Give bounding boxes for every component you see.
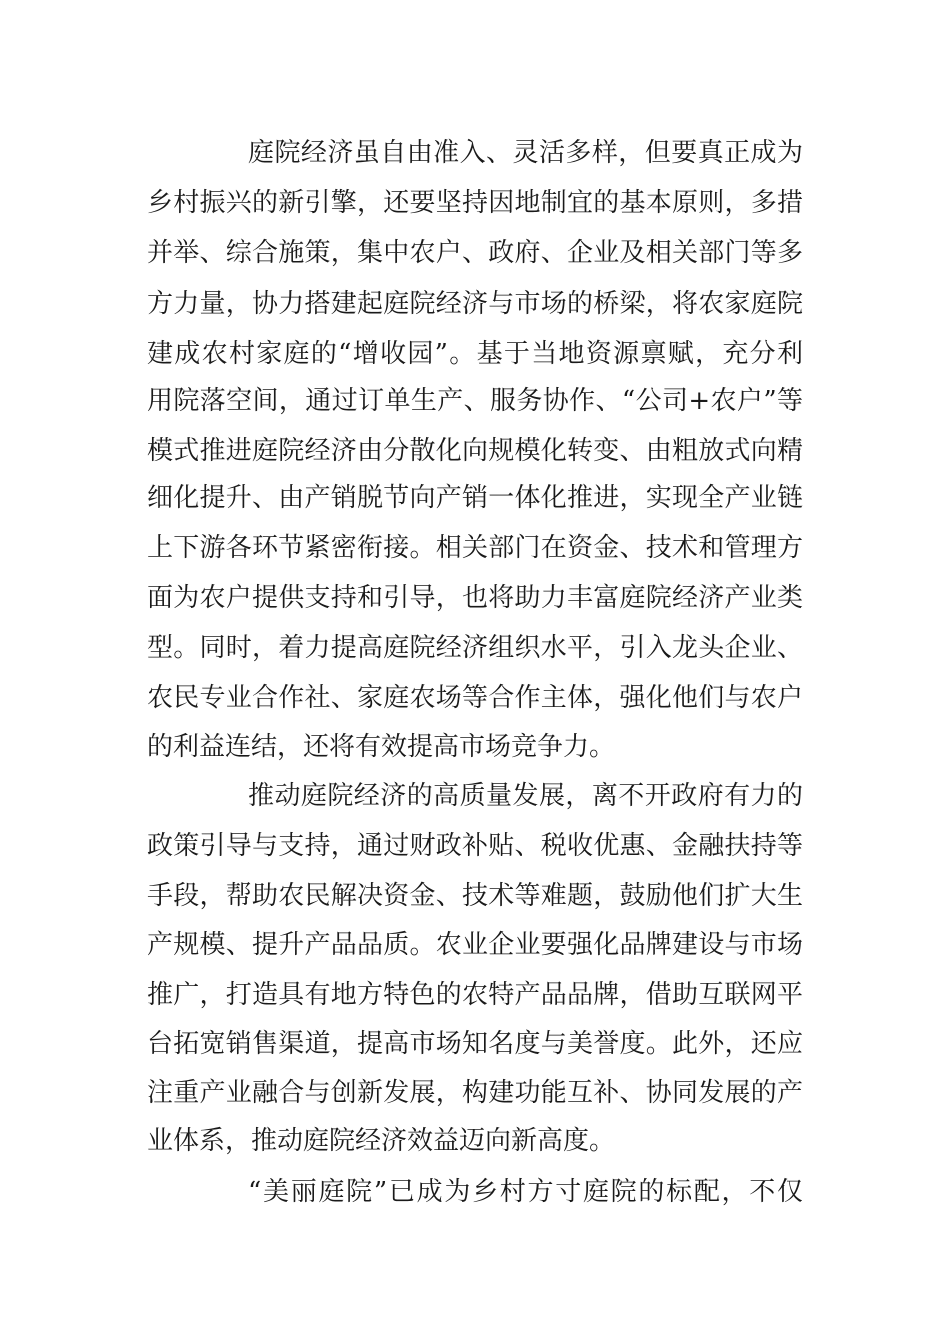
paragraph-2-line-6: 台拓宽销售渠道，提高市场知名度与美誉度。此外，还应 bbox=[147, 1029, 803, 1059]
paragraph-1-line-9: 上下游各环节紧密衔接。相关部门在资金、技术和管理方 bbox=[147, 533, 803, 563]
paragraph-2-line-8: 业体系，推动庭院经济效益迈向新高度。 bbox=[147, 1126, 616, 1156]
paragraph-1-line-7: 模式推进庭院经济由分散化向规模化转变、由粗放式向精 bbox=[147, 436, 803, 466]
paragraph-1-line-6: 用院落空间，通过订单生产、服务协作、“公司+农户”等 bbox=[147, 386, 803, 416]
paragraph-1-line-2: 乡村振兴的新引擎，还要坚持因地制宜的基本原则，多措 bbox=[147, 188, 803, 218]
paragraph-1-line-3: 并举、综合施策，集中农户、政府、企业及相关部门等多 bbox=[147, 238, 803, 268]
paragraph-2-line-7: 注重产业融合与创新发展，构建功能互补、协同发展的产 bbox=[147, 1078, 803, 1108]
paragraph-1-line-11: 型。同时，着力提高庭院经济组织水平，引入龙头企业、 bbox=[147, 633, 803, 663]
paragraph-1-line-12: 农民专业合作社、家庭农场等合作主体，强化他们与农户 bbox=[147, 683, 803, 713]
paragraph-2-line-4: 产规模、提升产品品质。农业企业要强化品牌建设与市场 bbox=[147, 930, 803, 960]
paragraph-2-line-3: 手段，帮助农民解决资金、技术等难题，鼓励他们扩大生 bbox=[147, 881, 803, 911]
paragraph-2-line-1: 推动庭院经济的高质量发展，离不开政府有力的 bbox=[248, 781, 803, 811]
paragraph-1-line-1: 庭院经济虽自由准入、灵活多样，但要真正成为 bbox=[248, 138, 803, 168]
paragraph-1-line-4: 方力量，协力搭建起庭院经济与市场的桥梁，将农家庭院 bbox=[147, 289, 803, 319]
paragraph-1-line-13: 的利益连结，还将有效提高市场竞争力。 bbox=[147, 732, 616, 762]
paragraph-3-line-1: “美丽庭院”已成为乡村方寸庭院的标配，不仅 bbox=[248, 1177, 803, 1207]
paragraph-1-line-8: 细化提升、由产销脱节向产销一体化推进，实现全产业链 bbox=[147, 483, 803, 513]
paragraph-2-line-5: 推广，打造具有地方特色的农特产品品牌，借助互联网平 bbox=[147, 980, 803, 1010]
paragraph-1-line-10: 面为农户提供支持和引导，也将助力丰富庭院经济产业类 bbox=[147, 583, 803, 613]
paragraph-2-line-2: 政策引导与支持，通过财政补贴、税收优惠、金融扶持等 bbox=[147, 831, 803, 861]
paragraph-1-line-5: 建成农村家庭的“增收园”。基于当地资源禀赋，充分利 bbox=[147, 339, 803, 369]
